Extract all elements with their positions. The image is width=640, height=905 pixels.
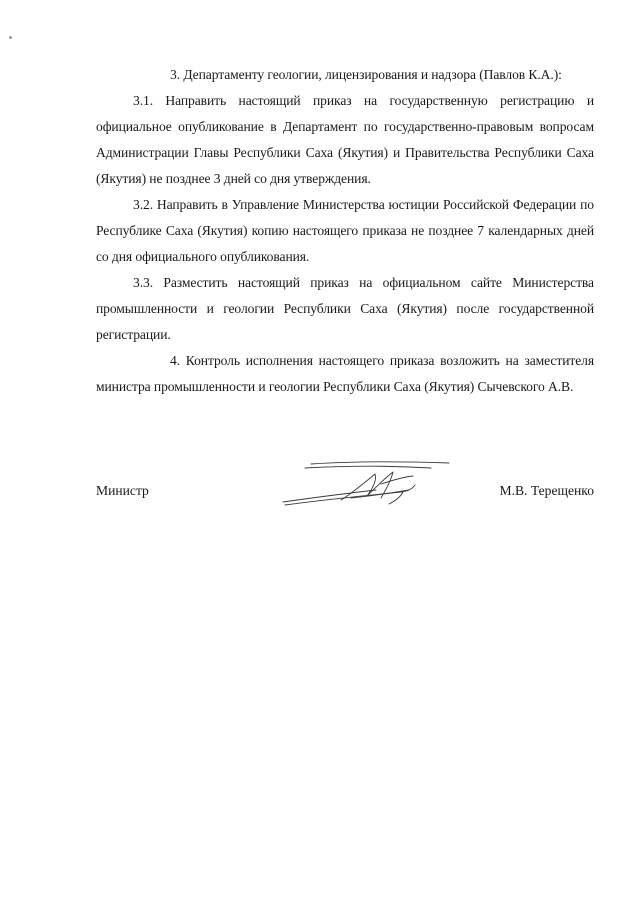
paragraph-text: Департаменту геологии, лицензирования и надзора (Павлов К.А.):: [183, 67, 562, 82]
paragraph-3: [96, 62, 594, 88]
paragraph-text: Контроль исполнения настоящего приказа возложить на заместителя министра промышленности и геологии Республики Саха (Якутия) Сычевского А.В.: [96, 353, 594, 394]
paragraph-3-1: [96, 88, 594, 192]
paragraph-number: 3.: [170, 67, 180, 82]
paragraph-text: 3.3. Разместить настоящий приказ на официальном сайте Министерства промышленности и геологии Республики Саха (Якутия) после государственной регистрации.: [96, 275, 594, 342]
paragraph-text: 3.2. Направить в Управление Министерства юстиции Российской Федерации по Республике Саха (Якутия) копию настоящего приказа не позднее 7 календарных дней со дня официального опубликования.: [96, 197, 594, 264]
paragraph-3-3: [96, 270, 594, 348]
scan-mark: [9, 36, 12, 39]
signer-name: М.В. Терещенко: [499, 483, 594, 498]
signature-block: [96, 472, 594, 512]
signer-title: Министр: [96, 483, 149, 498]
document-body: [96, 62, 594, 400]
paragraph-4: [96, 348, 594, 400]
paragraph-number: 4.: [170, 353, 180, 368]
paragraph-text: 3.1. Направить настоящий приказ на государственную регистрацию и официальное опубликование в Департамент по государственно-правовым вопросам Администрации Главы Республики Саха (Якутия) и Правительства Республики Саха (Якутия) не позднее 3 дней со дня утверждения.: [96, 93, 594, 186]
paragraph-3-2: [96, 192, 594, 270]
handwritten-signature: [281, 460, 451, 510]
